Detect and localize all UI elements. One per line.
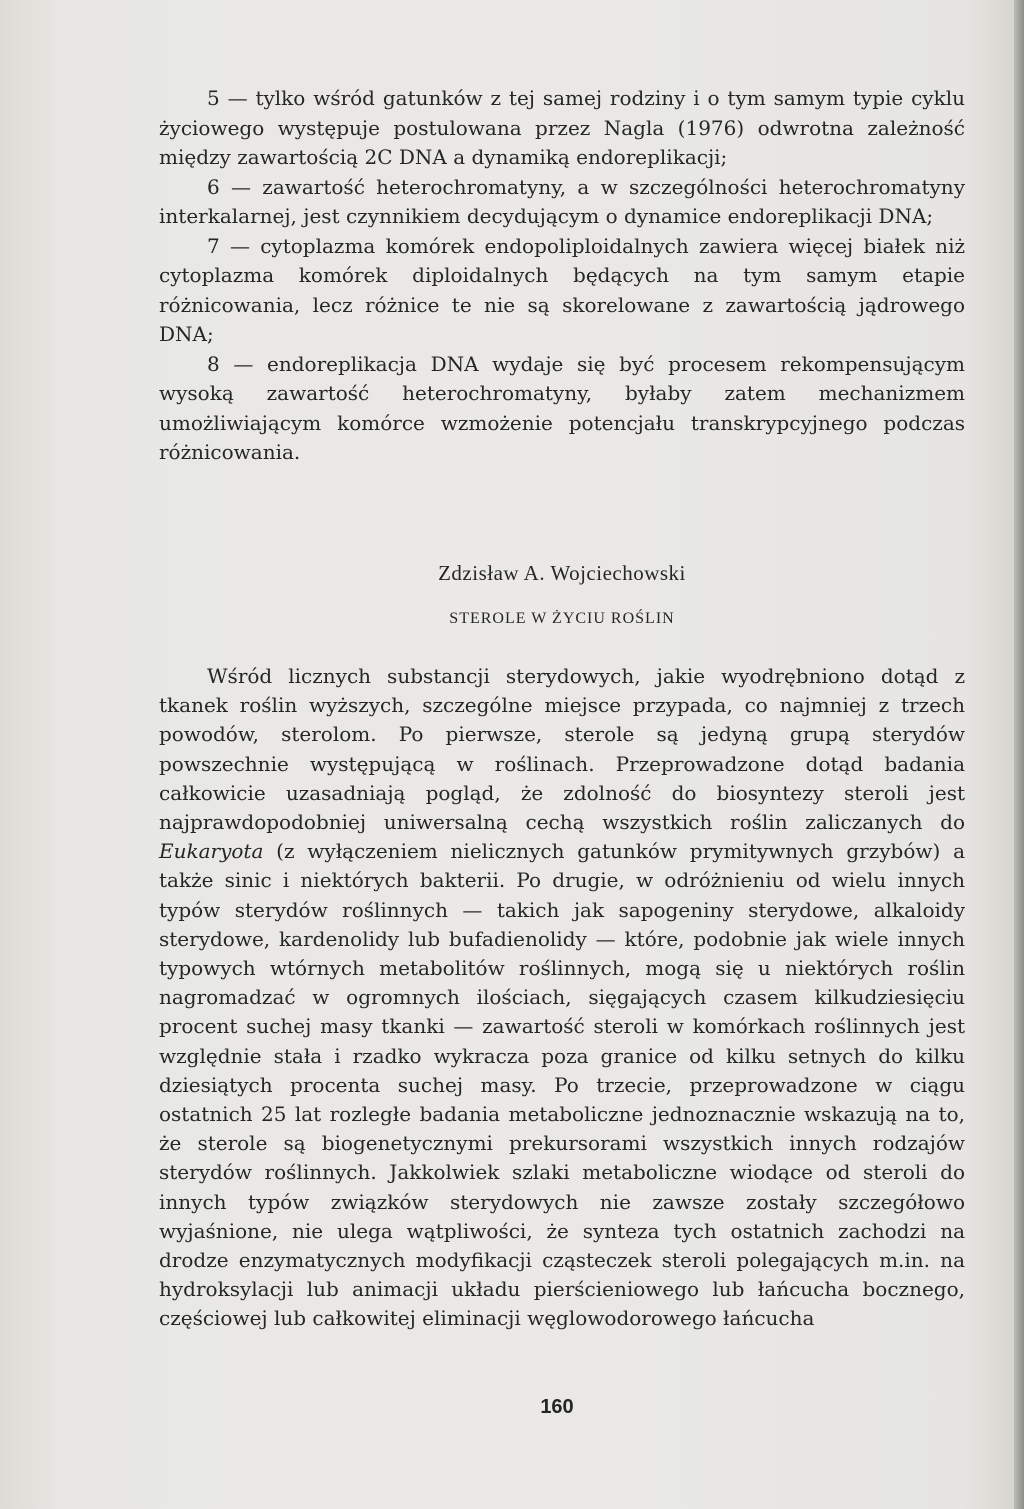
page-edge-shadow [1014,0,1024,1509]
body-paragraph [159,662,965,1334]
conclusion-item-6: 6 — zawartość heterochromatyny, a w szczególności heterochromatyny interkalarnej, jest czynnikiem decydującym o dynamice endoreplikacji DNA; [159,174,965,228]
conclusion-item-7: 7 — cytoplazma komórek endopoliploidalnych zawiera więcej białek niż cytoplazma komórek diploidalnych będących na tym samym etapie różnicowania, lecz różnice te nie są skorelowane z zawartością jądrowego DNA; [159,233,965,346]
page-number: 160 [540,1396,574,1418]
article-body [159,662,965,1334]
body-italic-term: Eukaryota [159,839,264,864]
conclusions-list [159,84,965,468]
body-text-part-1: Wśród licznych substancji sterydowych, jakie wyodrębniono dotąd z tkanek roślin wyższych, szczególne miejsce przypada, co najmniej z trzech powodów, sterolom. Po pierwsze, sterole są jedyną grupą sterydów powszechnie występującą w roślinach. Przeprowadzone dotąd badania całkowicie uzasadniają pogląd, że zdolność do biosyntezy steroli jest najprawdopodobniej uniwersalną cechą wszystkich roślin zaliczanych do [159,664,965,835]
article-title: STEROLE W ŻYCIU ROŚLIN [449,610,675,627]
conclusion-item-5: 5 — tylko wśród gatunków z tej samej rodziny i o tym samym typie cyklu życiowego występuje postulowana przez Nagla (1976) odwrotna zależność między zawartością 2C DNA a dynamiką endoreplikacji; [159,86,965,169]
body-text-part-2: (z wyłączeniem nielicznych gatunków prymitywnych grzybów) a także sinic i niektórych bakterii. Po drugie, w odróżnieniu od wielu innych typów sterydów roślinnych — takich jak sapogeniny sterydowe, alkaloidy sterydowe, kardenolidy lub bufadienolidy — które, podobnie jak wiele innych typowych wtórnych metabolitów roślinnych, mogą się u niektórych roślin nagromadzać w ogromnych ilościach, sięgających czasem kilkudziesięciu procent suchej masy tkanki — zawartość steroli w komórkach roślinnych jest względnie stała i rzadko wykracza poza granice od kilku setnych do kilku dziesiątych procenta suchej masy. Po trzecie, przeprowadzone w ciągu ostatnich 25 lat rozległe badania metaboliczne jednoznacznie wskazują na to, że sterole są biogenetycznymi prekursorami wszystkich innych rodzajów sterydów roślinnych. Jakkolwiek szlaki metaboliczne wiodące od steroli do innych typów związków sterydowych nie zawsze zostały szczegółowo wyjaśnione, nie ulega wątpliwości, że synteza tych ostatnich zachodzi na drodze enzymatycznych modyfikacji cząsteczek steroli polegających m.in. na hydroksylacji lub animacji układu pierścieniowego lub łańcucha bocznego, częściowej lub całkowitej eliminacji węglowodorowego łańcucha [159,839,965,1331]
article-author: Zdzisław A. Wojciechowski [438,561,686,585]
conclusion-item-8: 8 — endoreplikacja DNA wydaje się być procesem rekompensującym wysoką zawartość heterochromatyny, byłaby zatem mechanizmem umożliwiającym komórce wzmożenie potencjału transkrypcyjnego podczas różnicowania. [159,351,965,464]
